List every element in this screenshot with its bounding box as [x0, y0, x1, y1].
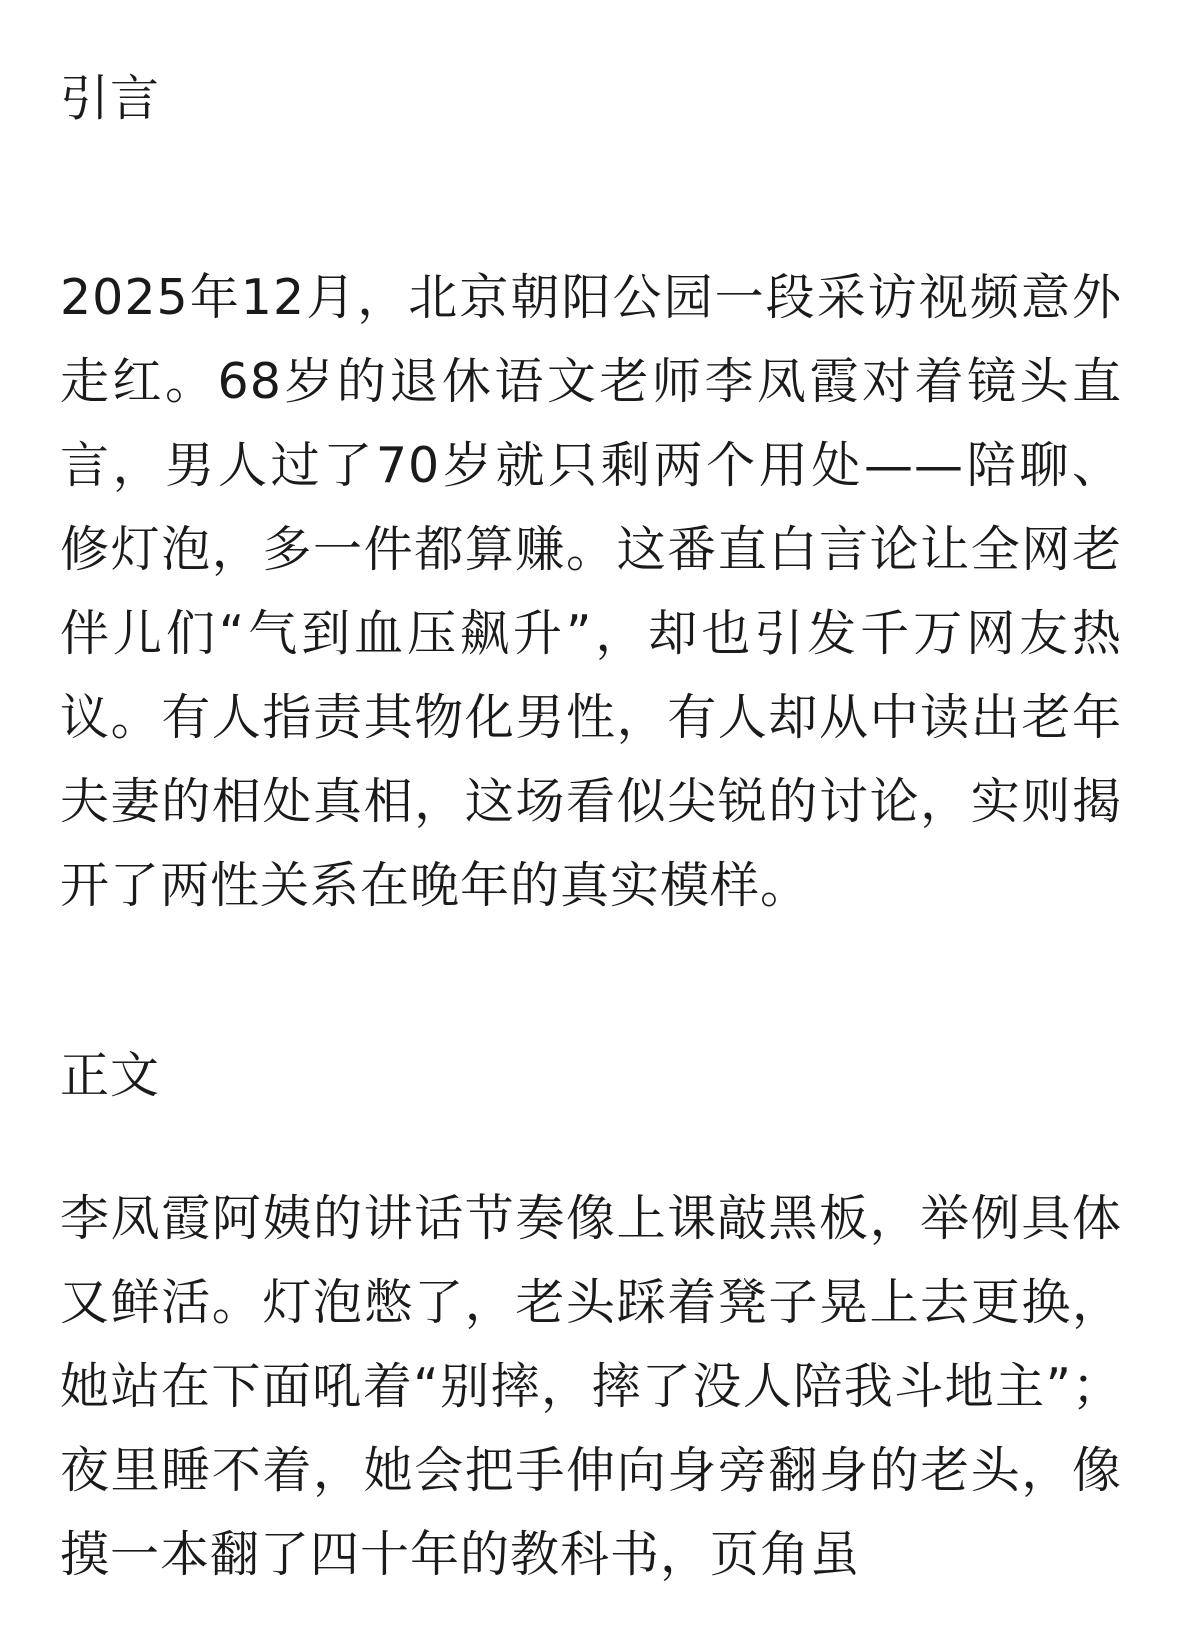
body-paragraph: 李凤霞阿姨的讲话节奏像上课敲黑板，举例具体又鲜活。灯泡憋了，老头踩着凳子晃上去更换，她站在下面吼着“别摔，摔了没人陪我斗地主”；夜里睡不着，她会把手伸向身旁翻身的老头，像摸一本翻了四十年的教科书，页角虽 — [60, 1190, 1122, 1583]
section-heading-intro: 引言 — [60, 70, 161, 127]
intro-paragraph: 2025年12月，北京朝阳公园一段采访视频意外走红。68岁的退休语文老师李凤霞对着镜头直言，男人过了70岁就只剩两个用处——陪聊、修灯泡，多一件都算赚。这番直白言论让全网老伴儿们“气到血压飙升”，却也引发千万网友热议。有人指责其物化男性，有人却从中读出老年夫妻的相处真相，这场看似尖锐的讨论，实则揭开了两性关系在晚年的真实模样。 — [60, 269, 1122, 914]
section-heading-body: 正文 — [60, 1047, 161, 1104]
